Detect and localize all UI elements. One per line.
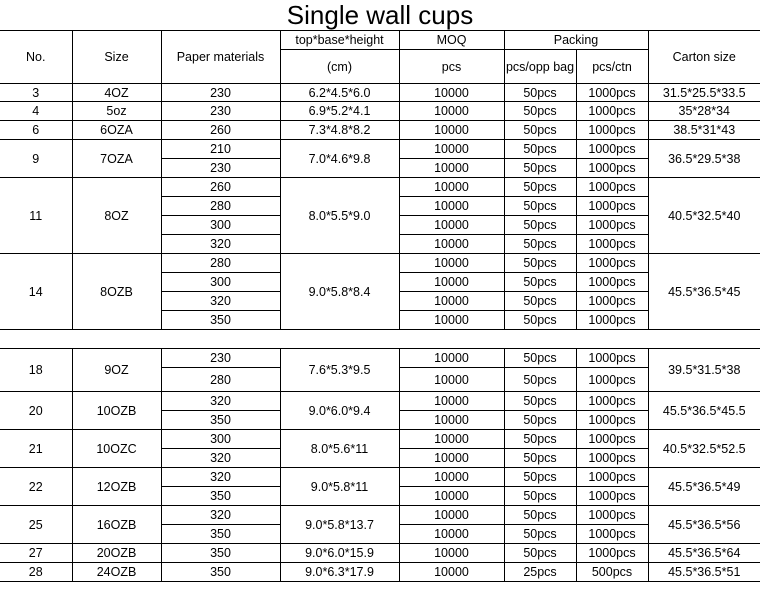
cell-pcs-opp-bag: 50pcs — [504, 349, 576, 368]
cell-moq: 10000 — [399, 84, 504, 102]
cell-no: 4 — [0, 102, 72, 121]
table-row — [0, 349, 760, 368]
header-dimensions: top*base*height — [280, 31, 399, 50]
cell-moq: 10000 — [399, 216, 504, 235]
cell-moq: 10000 — [399, 140, 504, 159]
cell-paper: 260 — [161, 178, 280, 197]
cell-pcs-opp-bag: 50pcs — [504, 197, 576, 216]
table-row — [0, 468, 760, 487]
cell-pcs-opp-bag: 50pcs — [504, 178, 576, 197]
cell-pcs-opp-bag: 50pcs — [504, 411, 576, 430]
cell-paper: 320 — [161, 468, 280, 487]
header-packing: Packing — [504, 31, 648, 50]
cell-moq: 10000 — [399, 121, 504, 140]
cell-pcs-opp-bag: 50pcs — [504, 254, 576, 273]
cell-pcs-ctn: 1000pcs — [576, 121, 648, 140]
cell-moq: 10000 — [399, 349, 504, 368]
cell-paper: 280 — [161, 197, 280, 216]
cell-no: 25 — [0, 506, 72, 544]
cell-pcs-ctn: 1000pcs — [576, 311, 648, 330]
cell-size: 5oz — [72, 102, 161, 121]
page-title: Single wall cups — [286, 0, 474, 30]
cell-pcs-opp-bag: 50pcs — [504, 121, 576, 140]
cell-no: 27 — [0, 544, 72, 563]
table-row — [0, 84, 760, 102]
cell-dimensions: 6.2*4.5*6.0 — [280, 84, 399, 102]
cell-pcs-opp-bag: 50pcs — [504, 468, 576, 487]
cell-pcs-opp-bag: 50pcs — [504, 311, 576, 330]
cell-carton-size: 40.5*32.5*52.5 — [648, 430, 760, 468]
cell-pcs-opp-bag: 50pcs — [504, 525, 576, 544]
cell-pcs-ctn: 1000pcs — [576, 392, 648, 411]
cell-paper: 280 — [161, 254, 280, 273]
cell-carton-size: 36.5*29.5*38 — [648, 140, 760, 178]
cell-moq: 10000 — [399, 311, 504, 330]
cell-carton-size: 38.5*31*43 — [648, 121, 760, 140]
cell-pcs-ctn: 1000pcs — [576, 292, 648, 311]
cell-pcs-ctn: 1000pcs — [576, 349, 648, 368]
cell-pcs-ctn: 1000pcs — [576, 525, 648, 544]
cell-carton-size: 40.5*32.5*40 — [648, 178, 760, 254]
cell-moq: 10000 — [399, 506, 504, 525]
cell-size: 24OZB — [72, 563, 161, 582]
cell-no: 9 — [0, 140, 72, 178]
cell-pcs-opp-bag: 50pcs — [504, 216, 576, 235]
table-row — [0, 430, 760, 449]
cell-carton-size: 45.5*36.5*64 — [648, 544, 760, 563]
cell-size: 16OZB — [72, 506, 161, 544]
cell-moq: 10000 — [399, 525, 504, 544]
cell-pcs-opp-bag: 50pcs — [504, 102, 576, 121]
cell-dimensions: 9.0*5.8*11 — [280, 468, 399, 506]
cell-dimensions: 9.0*5.8*13.7 — [280, 506, 399, 544]
cell-moq: 10000 — [399, 430, 504, 449]
cell-dimensions: 6.9*5.2*4.1 — [280, 102, 399, 121]
cell-no: 28 — [0, 563, 72, 582]
cell-pcs-opp-bag: 50pcs — [504, 273, 576, 292]
cell-dimensions: 7.6*5.3*9.5 — [280, 349, 399, 392]
cell-paper: 300 — [161, 273, 280, 292]
cell-pcs-ctn: 1000pcs — [576, 487, 648, 506]
cell-pcs-ctn: 1000pcs — [576, 430, 648, 449]
cell-carton-size: 39.5*31.5*38 — [648, 349, 760, 392]
cell-pcs-opp-bag: 50pcs — [504, 292, 576, 311]
cell-no: 6 — [0, 121, 72, 140]
cell-no: 21 — [0, 430, 72, 468]
cell-dimensions: 9.0*5.8*8.4 — [280, 254, 399, 330]
table-row — [0, 178, 760, 197]
separator-row — [0, 330, 760, 349]
cell-pcs-ctn: 1000pcs — [576, 273, 648, 292]
cell-moq: 10000 — [399, 368, 504, 392]
cell-moq: 10000 — [399, 292, 504, 311]
cell-pcs-ctn: 1000pcs — [576, 216, 648, 235]
cell-paper: 320 — [161, 235, 280, 254]
cell-dimensions: 9.0*6.0*15.9 — [280, 544, 399, 563]
cell-size: 8OZB — [72, 254, 161, 330]
cell-paper: 350 — [161, 487, 280, 506]
cell-pcs-ctn: 1000pcs — [576, 254, 648, 273]
header-size: Size — [72, 31, 161, 84]
cell-pcs-ctn: 1000pcs — [576, 468, 648, 487]
cell-paper: 300 — [161, 216, 280, 235]
cell-no: 14 — [0, 254, 72, 330]
cell-moq: 10000 — [399, 235, 504, 254]
cell-pcs-ctn: 1000pcs — [576, 235, 648, 254]
cell-pcs-ctn: 1000pcs — [576, 140, 648, 159]
cell-paper: 230 — [161, 84, 280, 102]
cell-dimensions: 9.0*6.0*9.4 — [280, 392, 399, 430]
cell-moq: 10000 — [399, 487, 504, 506]
cell-moq: 10000 — [399, 273, 504, 292]
cell-paper: 350 — [161, 563, 280, 582]
cell-dimensions: 8.0*5.5*9.0 — [280, 178, 399, 254]
header-pcs-ctn: pcs/ctn — [576, 50, 648, 84]
cell-size: 12OZB — [72, 468, 161, 506]
cell-size: 10OZB — [72, 392, 161, 430]
separator-cell — [0, 330, 760, 349]
header-moq-unit: pcs — [399, 50, 504, 84]
cell-pcs-ctn: 1000pcs — [576, 102, 648, 121]
table-row — [0, 140, 760, 159]
cell-carton-size: 45.5*36.5*56 — [648, 506, 760, 544]
table-row — [0, 506, 760, 525]
header-dimensions-unit: (cm) — [280, 50, 399, 84]
cell-pcs-ctn: 1000pcs — [576, 84, 648, 102]
cell-no: 18 — [0, 349, 72, 392]
cell-carton-size: 45.5*36.5*45.5 — [648, 392, 760, 430]
cell-paper: 350 — [161, 544, 280, 563]
table-row — [0, 102, 760, 121]
cell-moq: 10000 — [399, 392, 504, 411]
cell-pcs-opp-bag: 50pcs — [504, 544, 576, 563]
cell-paper: 350 — [161, 525, 280, 544]
cell-dimensions: 7.3*4.8*8.2 — [280, 121, 399, 140]
cell-moq: 10000 — [399, 102, 504, 121]
cell-size: 8OZ — [72, 178, 161, 254]
cell-paper: 350 — [161, 411, 280, 430]
cell-no: 3 — [0, 84, 72, 102]
cell-pcs-opp-bag: 50pcs — [504, 506, 576, 525]
cell-pcs-ctn: 1000pcs — [576, 368, 648, 392]
cell-pcs-opp-bag: 50pcs — [504, 159, 576, 178]
cell-paper: 320 — [161, 292, 280, 311]
table-row — [0, 544, 760, 563]
cell-pcs-opp-bag: 25pcs — [504, 563, 576, 582]
cell-dimensions: 7.0*4.6*9.8 — [280, 140, 399, 178]
table-body — [0, 84, 760, 582]
table-row — [0, 392, 760, 411]
cell-moq: 10000 — [399, 468, 504, 487]
cell-pcs-opp-bag: 50pcs — [504, 140, 576, 159]
header-pcs-opp-bag: pcs/opp bag — [504, 50, 576, 84]
cell-carton-size: 45.5*36.5*49 — [648, 468, 760, 506]
cell-pcs-opp-bag: 50pcs — [504, 84, 576, 102]
cell-moq: 10000 — [399, 197, 504, 216]
cell-size: 7OZA — [72, 140, 161, 178]
cell-size: 6OZA — [72, 121, 161, 140]
cell-moq: 10000 — [399, 563, 504, 582]
cell-carton-size: 45.5*36.5*45 — [648, 254, 760, 330]
cell-pcs-ctn: 1000pcs — [576, 159, 648, 178]
cell-size: 9OZ — [72, 349, 161, 392]
cell-moq: 10000 — [399, 254, 504, 273]
cell-moq: 10000 — [399, 159, 504, 178]
cell-size: 4OZ — [72, 84, 161, 102]
table-row — [0, 121, 760, 140]
cell-moq: 10000 — [399, 544, 504, 563]
cell-pcs-opp-bag: 50pcs — [504, 368, 576, 392]
cell-pcs-ctn: 1000pcs — [576, 197, 648, 216]
cell-paper: 300 — [161, 430, 280, 449]
header-paper-materials: Paper materials — [161, 31, 280, 84]
cell-pcs-ctn: 500pcs — [576, 563, 648, 582]
cell-no: 22 — [0, 468, 72, 506]
table-row — [0, 563, 760, 582]
cell-pcs-opp-bag: 50pcs — [504, 430, 576, 449]
cell-dimensions: 8.0*5.6*11 — [280, 430, 399, 468]
cell-size: 20OZB — [72, 544, 161, 563]
cell-pcs-opp-bag: 50pcs — [504, 235, 576, 254]
cell-pcs-ctn: 1000pcs — [576, 506, 648, 525]
cell-moq: 10000 — [399, 411, 504, 430]
cell-no: 20 — [0, 392, 72, 430]
cell-paper: 260 — [161, 121, 280, 140]
header-moq: MOQ — [399, 31, 504, 50]
cell-pcs-opp-bag: 50pcs — [504, 392, 576, 411]
cell-paper: 230 — [161, 102, 280, 121]
cell-pcs-ctn: 1000pcs — [576, 544, 648, 563]
header-no: No. — [0, 31, 72, 84]
cell-paper: 320 — [161, 449, 280, 468]
cell-dimensions: 9.0*6.3*17.9 — [280, 563, 399, 582]
cell-carton-size: 45.5*36.5*51 — [648, 563, 760, 582]
cell-carton-size: 35*28*34 — [648, 102, 760, 121]
cell-pcs-ctn: 1000pcs — [576, 449, 648, 468]
cell-size: 10OZC — [72, 430, 161, 468]
cell-pcs-ctn: 1000pcs — [576, 411, 648, 430]
cell-paper: 350 — [161, 311, 280, 330]
cell-paper: 320 — [161, 506, 280, 525]
cell-paper: 230 — [161, 159, 280, 178]
cell-moq: 10000 — [399, 449, 504, 468]
header-carton-size: Carton size — [648, 31, 760, 84]
cell-paper: 280 — [161, 368, 280, 392]
cell-pcs-opp-bag: 50pcs — [504, 487, 576, 506]
cell-pcs-opp-bag: 50pcs — [504, 449, 576, 468]
table-row — [0, 254, 760, 273]
cell-paper: 210 — [161, 140, 280, 159]
cell-no: 11 — [0, 178, 72, 254]
cell-paper: 320 — [161, 392, 280, 411]
cell-paper: 230 — [161, 349, 280, 368]
cell-moq: 10000 — [399, 178, 504, 197]
cell-carton-size: 31.5*25.5*33.5 — [648, 84, 760, 102]
cups-spec-table — [0, 30, 760, 582]
cell-pcs-ctn: 1000pcs — [576, 178, 648, 197]
